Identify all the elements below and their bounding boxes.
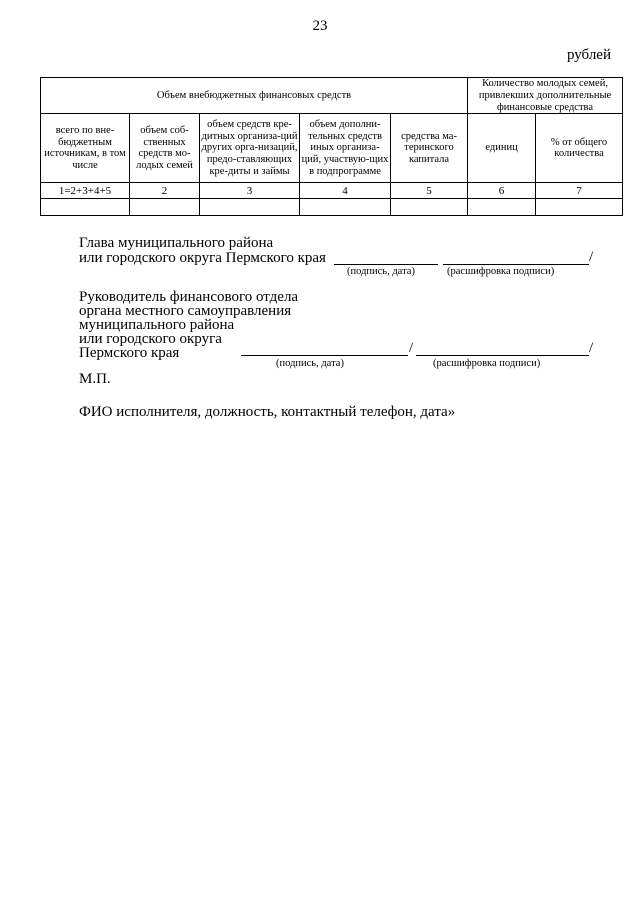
table-subheader-row	[41, 114, 623, 183]
table-cell	[468, 199, 536, 216]
table-empty-row	[41, 199, 623, 216]
header-extrabudget-funds: Объем внебюджетных финансовых средств	[41, 78, 468, 114]
stamp-label: М.П.	[79, 371, 111, 387]
column-header: объем средств кре-дитных организа-ций других орга-низаций, предо-ставляющих кре-диты и займы	[200, 114, 300, 183]
column-number: 1=2+3+4+5	[41, 183, 130, 199]
page-number: 23	[312, 18, 328, 34]
column-header: % от общего количества	[536, 114, 623, 183]
table-cell	[391, 199, 468, 216]
table-header-row	[41, 78, 623, 114]
executor-line: ФИО исполнителя, должность, контактный телефон, дата»	[79, 404, 456, 420]
finance-decode-line	[416, 355, 589, 356]
head-title-line1: Глава муниципального района	[79, 235, 274, 251]
finance-title-line5: Пермского края	[79, 345, 180, 361]
finance-title-line4: или городского округа	[79, 331, 222, 347]
column-number: 3	[200, 183, 300, 199]
table-number-row	[41, 183, 623, 199]
head-decode-line	[443, 264, 589, 265]
head-slash: /	[589, 249, 594, 265]
column-header: средства ма-теринского капитала	[391, 114, 468, 183]
finance-slash-2: /	[589, 340, 594, 356]
column-number: 6	[468, 183, 536, 199]
head-title-line2: или городского округа Пермского края	[79, 250, 326, 266]
finance-slash-1: /	[409, 340, 414, 356]
column-number: 5	[391, 183, 468, 199]
finance-title-line1: Руководитель финансового отдела	[79, 289, 299, 305]
currency-label: рублей	[566, 47, 611, 63]
column-header: единиц	[468, 114, 536, 183]
finance-title-line3: муниципального района	[79, 317, 235, 333]
column-header: объем соб-ственных средств мо-лодых семей	[130, 114, 200, 183]
table-cell	[41, 199, 130, 216]
financing-table	[40, 77, 623, 216]
head-caption-decode: (расшифровка подписи)	[447, 266, 555, 277]
finance-title-line2: органа местного самоуправления	[79, 303, 292, 319]
table-cell	[200, 199, 300, 216]
table-cell	[130, 199, 200, 216]
finance-caption-sign: (подпись, дата)	[276, 358, 344, 369]
column-number: 7	[536, 183, 623, 199]
finance-caption-decode: (расшифровка подписи)	[433, 358, 541, 369]
table-cell	[536, 199, 623, 216]
column-number: 2	[130, 183, 200, 199]
head-caption-sign: (подпись, дата)	[347, 266, 415, 277]
column-number: 4	[300, 183, 391, 199]
table-cell	[300, 199, 391, 216]
column-header: объем дополни-тельных средств иных организа-ций, участвую-щих в подпрограмме	[300, 114, 391, 183]
header-families-count: Количество молодых семей, привлекших дополнительные финансовые средства	[468, 78, 623, 114]
finance-signature-line	[241, 355, 408, 356]
column-header: всего по вне-бюджетным источникам, в том числе	[41, 114, 130, 183]
head-signature-line	[334, 264, 438, 265]
